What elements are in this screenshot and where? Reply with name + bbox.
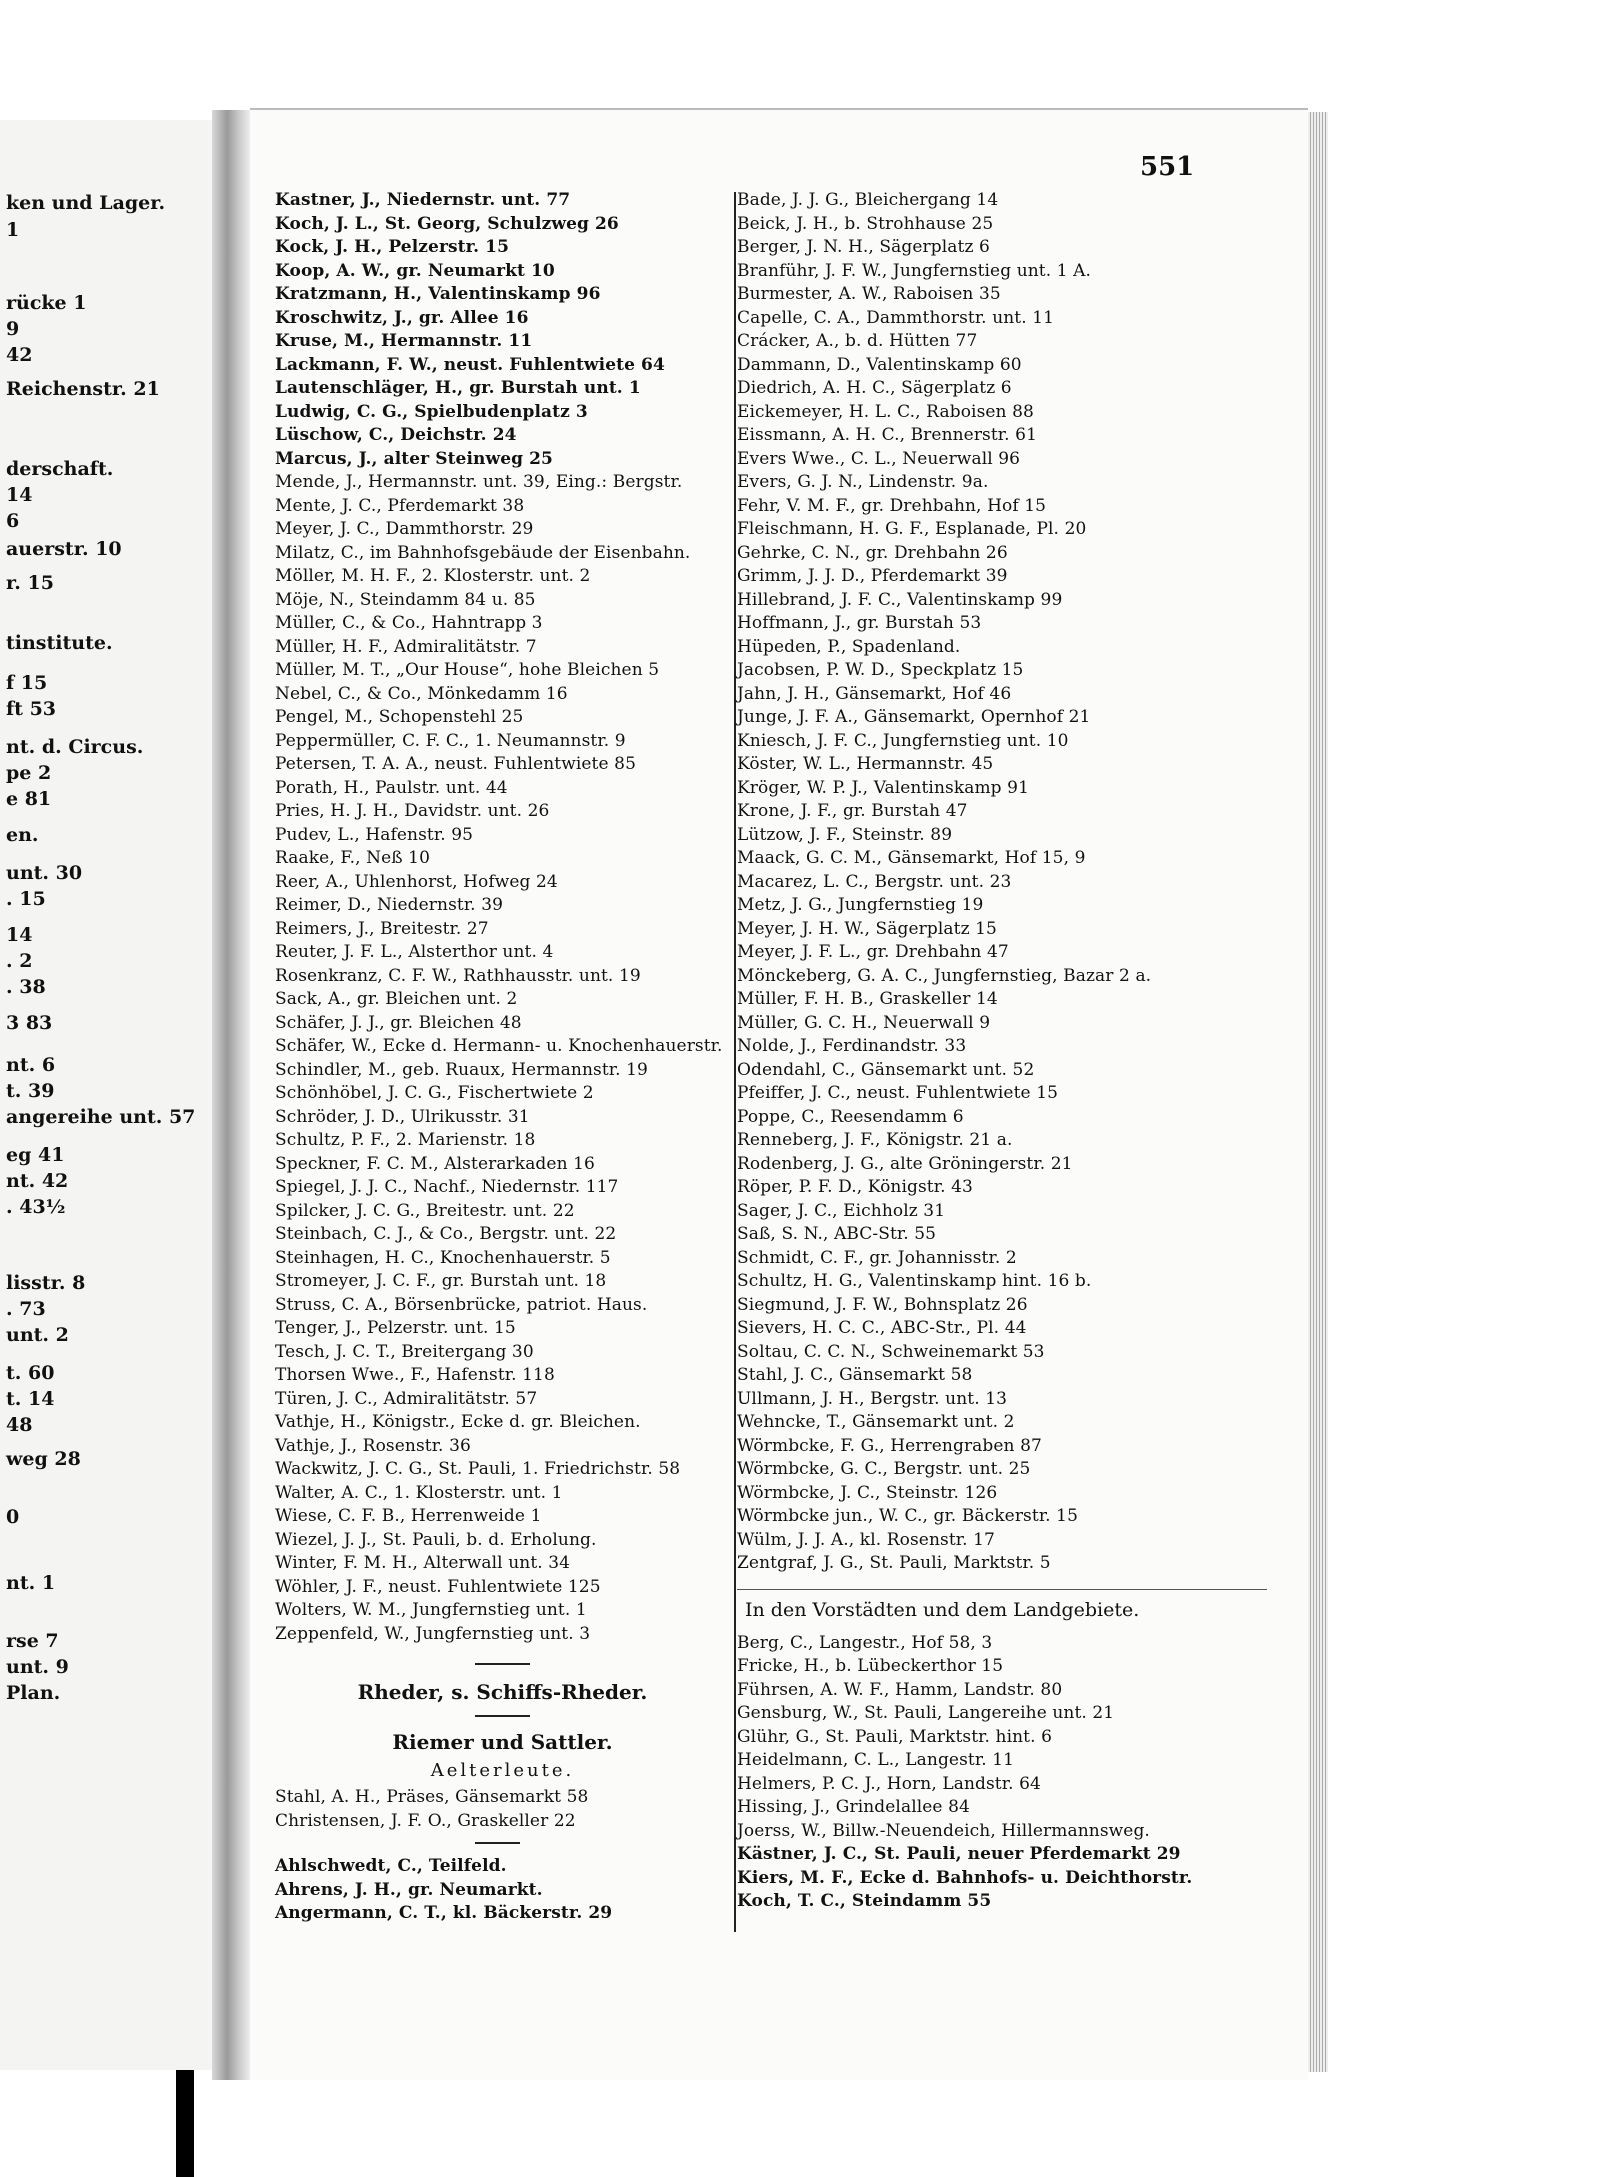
directory-entry: Macarez, L. C., Bergstr. unt. 23 xyxy=(737,871,1012,892)
directory-entry: Wolters, W. M., Jungfernstieg unt. 1 xyxy=(275,1600,587,1620)
directory-entry: Müller, C., & Co., Hahntrapp 3 xyxy=(275,613,543,633)
section-rule xyxy=(475,1842,520,1844)
directory-entry: Hoffmann, J., gr. Burstah 53 xyxy=(737,613,982,633)
directory-entry: Sievers, H. C. C., ABC-Str., Pl. 44 xyxy=(737,1318,1027,1338)
directory-entry: Gensburg, W., St. Pauli, Langereihe unt. 21 xyxy=(737,1703,1115,1723)
directory-entry: Lüschow, C., Deichstr. 24 xyxy=(275,425,517,445)
directory-entry: Crácker, A., b. d. Hütten 77 xyxy=(737,331,978,351)
directory-entry: Reuter, J. F. L., Alsterthor unt. 4 xyxy=(275,942,554,962)
directory-entry: Möje, N., Steindamm 84 u. 85 xyxy=(275,589,536,610)
left-page-fragment-text: Reichenstr. 21 xyxy=(6,378,160,400)
directory-entry: Glühr, G., St. Pauli, Marktstr. hint. 6 xyxy=(737,1726,1053,1747)
left-page-fragment-text: tinstitute. xyxy=(6,632,113,654)
directory-entry: Struss, C. A., Börsenbrücke, patriot. Haus. xyxy=(275,1294,648,1315)
left-page-fragment-text: nt. d. Circus. xyxy=(6,736,144,758)
directory-entry: Bade, J. J. G., Bleichergang 14 xyxy=(737,190,999,210)
left-page-fragment-text: 48 xyxy=(6,1414,33,1436)
directory-entry: Peppermüller, C. F. C., 1. Neumannstr. 9 xyxy=(275,730,626,751)
directory-entry: Meyer, J. C., Dammthorstr. 29 xyxy=(275,519,534,539)
directory-entry: Pudev, L., Hafenstr. 95 xyxy=(275,824,474,845)
directory-entry: Wörmbcke, F. G., Herrengraben 87 xyxy=(737,1435,1042,1456)
left-page-fragment-text: ft 53 xyxy=(6,698,57,720)
directory-entry: Koch, J. L., St. Georg, Schulzweg 26 xyxy=(275,213,619,234)
directory-entry: Wöhler, J. F., neust. Fuhlentwiete 125 xyxy=(275,1576,601,1597)
directory-entry: Schultz, H. G., Valentinskamp hint. 16 b. xyxy=(737,1271,1092,1291)
directory-entry: Pfeiffer, J. C., neust. Fuhlentwiete 15 xyxy=(737,1083,1059,1103)
left-page-fragment-text: . 73 xyxy=(6,1298,46,1320)
left-page-fragment-text: lisstr. 8 xyxy=(6,1272,86,1294)
directory-entry: Maack, G. C. M., Gänsemarkt, Hof 15, 9 xyxy=(737,848,1086,868)
directory-entry: Schäfer, W., Ecke d. Hermann- u. Knochenhauerstr. xyxy=(275,1036,723,1056)
directory-entry: Schultz, P. F., 2. Marienstr. 18 xyxy=(275,1130,536,1150)
directory-entry: Steinbach, C. J., & Co., Bergstr. unt. 22 xyxy=(275,1224,617,1244)
left-page-fragment-text: 3 83 xyxy=(6,1012,53,1034)
directory-entry: Sack, A., gr. Bleichen unt. 2 xyxy=(275,989,518,1009)
directory-entry: Schröder, J. D., Ulrikusstr. 31 xyxy=(275,1106,530,1127)
left-page-fragment-text: . 38 xyxy=(6,976,46,998)
directory-entry: Kiers, M. F., Ecke d. Bahnhofs- u. Deichthorstr. xyxy=(737,1867,1193,1888)
left-page-fragment-text: rse 7 xyxy=(6,1630,59,1652)
left-page-fragment-text: en. xyxy=(6,824,39,846)
directory-entry: Spilcker, J. C. G., Breitestr. unt. 22 xyxy=(275,1200,575,1221)
directory-entry: Wiezel, J. J., St. Pauli, b. d. Erholung. xyxy=(275,1529,597,1550)
directory-entry: Evers, G. J. N., Lindenstr. 9a. xyxy=(737,472,989,492)
left-page-fragment-text: . 2 xyxy=(6,950,33,972)
directory-entry: Odendahl, C., Gänsemarkt unt. 52 xyxy=(737,1059,1035,1080)
left-page-fragment-text: r. 15 xyxy=(6,572,54,594)
directory-entry: Pengel, M., Schopenstehl 25 xyxy=(275,707,524,727)
directory-entry: Stahl, J. C., Gänsemarkt 58 xyxy=(737,1365,973,1385)
directory-entry: Stahl, A. H., Präses, Gänsemarkt 58 xyxy=(275,1787,589,1807)
directory-entry: Petersen, T. A. A., neust. Fuhlentwiete 85 xyxy=(275,754,636,774)
directory-entry: Führsen, A. W. F., Hamm, Landstr. 80 xyxy=(737,1679,1063,1700)
directory-entry: Reimers, J., Breitestr. 27 xyxy=(275,918,489,939)
left-page-fragment-text: t. 14 xyxy=(6,1388,55,1410)
directory-entry: Mente, J. C., Pferdemarkt 38 xyxy=(275,495,525,516)
directory-entry: Fricke, H., b. Lübeckerthor 15 xyxy=(737,1656,1004,1676)
column-divider xyxy=(734,192,736,1932)
left-page-fragment-text: Plan. xyxy=(6,1682,61,1704)
left-page-fragment-text: unt. 2 xyxy=(6,1324,69,1346)
directory-entry: Nebel, C., & Co., Mönkedamm 16 xyxy=(275,683,568,704)
left-page-fragment-text: angereihe unt. 57 xyxy=(6,1106,196,1128)
directory-entry: Steinhagen, H. C., Knochenhauerstr. 5 xyxy=(275,1247,611,1268)
directory-entry: Renneberg, J. F., Königstr. 21 a. xyxy=(737,1130,1013,1150)
directory-entry: Hillebrand, J. F. C., Valentinskamp 99 xyxy=(737,589,1063,610)
directory-entry: Müller, F. H. B., Graskeller 14 xyxy=(737,989,998,1009)
directory-entry: Walter, A. C., 1. Klosterstr. unt. 1 xyxy=(275,1482,563,1503)
directory-entry: Marcus, J., alter Steinweg 25 xyxy=(275,448,553,469)
section-rule xyxy=(475,1715,530,1717)
left-page-fragment-text: 14 xyxy=(6,924,33,946)
directory-entry: Hissing, J., Grindelallee 84 xyxy=(737,1797,970,1817)
directory-entry: Möller, M. H. F., 2. Klosterstr. unt. 2 xyxy=(275,566,591,586)
left-page-fragment-text: t. 60 xyxy=(6,1362,55,1384)
left-page-fragment-text: 9 xyxy=(6,318,20,340)
directory-entry: Lützow, J. F., Steinstr. 89 xyxy=(737,824,953,845)
directory-entry: Eissmann, A. H. C., Brennerstr. 61 xyxy=(737,425,1038,445)
directory-entry: Schönhöbel, J. C. G., Fischertwiete 2 xyxy=(275,1083,594,1103)
directory-entry: Kock, J. H., Pelzerstr. 15 xyxy=(275,237,510,257)
directory-entry: Evers Wwe., C. L., Neuerwall 96 xyxy=(737,448,1021,469)
directory-entry: Capelle, C. A., Dammthorstr. unt. 11 xyxy=(737,307,1055,328)
directory-entry: Koch, T. C., Steindamm 55 xyxy=(737,1891,992,1911)
directory-entry: Wülm, J. J. A., kl. Rosenstr. 17 xyxy=(737,1529,995,1550)
left-page-fragment-text: f 15 xyxy=(6,672,48,694)
directory-entry: Türen, J. C., Admiralitätstr. 57 xyxy=(275,1388,538,1409)
left-page-fragment-text: nt. 42 xyxy=(6,1170,69,1192)
directory-entry: Vathje, J., Rosenstr. 36 xyxy=(275,1435,471,1456)
directory-entry: Pries, H. J. H., Davidstr. unt. 26 xyxy=(275,801,550,821)
directory-entry: Krone, J. F., gr. Burstah 47 xyxy=(737,801,968,821)
directory-entry: Ahrens, J. H., gr. Neumarkt. xyxy=(275,1879,543,1900)
subsection-heading: Aelterleute. xyxy=(430,1760,575,1781)
directory-entry: Reimer, D., Niedernstr. 39 xyxy=(275,895,504,915)
directory-entry: Koop, A. W., gr. Neumarkt 10 xyxy=(275,260,555,281)
left-page-fragment-text: derschaft. xyxy=(6,458,114,480)
directory-entry: Reer, A., Uhlenhorst, Hofweg 24 xyxy=(275,871,558,892)
directory-entry: Metz, J. G., Jungfernstieg 19 xyxy=(737,895,984,915)
directory-entry: Wiese, C. F. B., Herrenweide 1 xyxy=(275,1506,542,1526)
directory-entry: Kroschwitz, J., gr. Allee 16 xyxy=(275,307,529,328)
directory-entry: Helmers, P. C. J., Horn, Landstr. 64 xyxy=(737,1773,1041,1794)
directory-entry: Junge, J. F. A., Gänsemarkt, Opernhof 21 xyxy=(737,707,1091,727)
directory-entry: Diedrich, A. H. C., Sägerplatz 6 xyxy=(737,378,1012,398)
directory-entry: Joerss, W., Billw.-Neuendeich, Hillermannsweg. xyxy=(737,1820,1150,1841)
left-page-fragment xyxy=(0,120,212,2070)
directory-entry: Dammann, D., Valentinskamp 60 xyxy=(737,354,1022,375)
page-edges xyxy=(1308,112,1328,2072)
left-page-fragment-text: e 81 xyxy=(6,788,52,810)
left-page-fragment-text: eg 41 xyxy=(6,1144,65,1166)
directory-entry: Branführ, J. F. W., Jungfernstieg unt. 1 A. xyxy=(737,260,1092,281)
directory-entry: Schindler, M., geb. Ruaux, Hermannstr. 19 xyxy=(275,1059,648,1080)
directory-entry: Wehncke, T., Gänsemarkt unt. 2 xyxy=(737,1412,1015,1432)
directory-entry: Eickemeyer, H. L. C., Raboisen 88 xyxy=(737,401,1034,422)
left-page-fragment-text: ken und Lager. xyxy=(6,192,166,214)
directory-entry: Fleischmann, H. G. F., Esplanade, Pl. 20 xyxy=(737,519,1087,539)
directory-entry: Saß, S. N., ABC-Str. 55 xyxy=(737,1224,937,1244)
directory-entry: Ullmann, J. H., Bergstr. unt. 13 xyxy=(737,1388,1008,1409)
directory-entry: Milatz, C., im Bahnhofsgebäude der Eisenbahn. xyxy=(275,542,691,563)
left-page-fragment-text: 42 xyxy=(6,344,33,366)
left-page-fragment-text: . 43½ xyxy=(6,1196,66,1218)
directory-entry: Rodenberg, J. G., alte Gröningerstr. 21 xyxy=(737,1153,1073,1174)
directory-entry: Stromeyer, J. C. F., gr. Burstah unt. 18 xyxy=(275,1271,607,1291)
directory-entry: Müller, M. T., „Our House“, hohe Bleichen 5 xyxy=(275,660,660,680)
directory-entry: Meyer, J. H. W., Sägerplatz 15 xyxy=(737,918,997,939)
directory-entry: Vathje, H., Königstr., Ecke d. gr. Bleichen. xyxy=(275,1412,641,1432)
left-page-fragment-text: nt. 1 xyxy=(6,1572,56,1594)
directory-entry: Zeppenfeld, W., Jungfernstieg unt. 3 xyxy=(275,1623,591,1644)
directory-entry: Tesch, J. C. T., Breitergang 30 xyxy=(275,1341,534,1362)
directory-entry: Ludwig, C. G., Spielbudenplatz 3 xyxy=(275,401,588,422)
directory-entry: Berg, C., Langestr., Hof 58, 3 xyxy=(737,1632,993,1653)
left-page-fragment-text: auerstr. 10 xyxy=(6,538,122,560)
section-heading: In den Vorstädten und dem Landgebiete. xyxy=(745,1598,1140,1621)
directory-entry: Porath, H., Paulstr. unt. 44 xyxy=(275,777,508,798)
left-page-fragment-text: 6 xyxy=(6,510,20,532)
section-rule xyxy=(737,1589,1267,1590)
directory-entry: Kruse, M., Hermannstr. 11 xyxy=(275,331,533,351)
directory-entry: Fehr, V. M. F., gr. Drehbahn, Hof 15 xyxy=(737,495,1047,516)
directory-entry: Raake, F., Neß 10 xyxy=(275,848,431,868)
directory-entry: Kniesch, J. F. C., Jungfernstieg unt. 10 xyxy=(737,730,1069,751)
directory-entry: Nolde, J., Ferdinandstr. 33 xyxy=(737,1036,967,1056)
directory-entry: Mende, J., Hermannstr. unt. 39, Eing.: Bergstr. xyxy=(275,472,683,492)
directory-entry: Beick, J. H., b. Strohhause 25 xyxy=(737,213,994,234)
left-page-fragment-text: unt. 9 xyxy=(6,1656,69,1678)
left-page-fragment-text: 0 xyxy=(6,1506,20,1528)
directory-entry: Kröger, W. P. J., Valentinskamp 91 xyxy=(737,777,1030,798)
section-heading: Riemer und Sattler. xyxy=(392,1730,613,1754)
directory-entry: Tenger, J., Pelzerstr. unt. 15 xyxy=(275,1318,516,1338)
left-page-fragment-text: pe 2 xyxy=(6,762,52,784)
directory-entry: Lautenschläger, H., gr. Burstah unt. 1 xyxy=(275,378,641,398)
left-page-fragment-text: 1 xyxy=(6,219,20,241)
directory-entry: Mönckeberg, G. A. C., Jungfernstieg, Bazar 2 a. xyxy=(737,965,1152,986)
directory-entry: Angermann, C. T., kl. Bäckerstr. 29 xyxy=(275,1903,613,1923)
left-page-fragment-text: . 15 xyxy=(6,888,46,910)
left-page-fragment-text: rücke 1 xyxy=(6,292,87,314)
directory-entry: Wackwitz, J. C. G., St. Pauli, 1. Friedrichstr. 58 xyxy=(275,1459,681,1479)
directory-entry: Müller, H. F., Admiralitätstr. 7 xyxy=(275,636,537,657)
directory-entry: Gehrke, C. N., gr. Drehbahn 26 xyxy=(737,542,1008,563)
directory-entry: Wörmbcke, J. C., Steinstr. 126 xyxy=(737,1482,998,1503)
directory-entry: Rosenkranz, C. F. W., Rathhausstr. unt. 19 xyxy=(275,965,641,986)
spine-shadow xyxy=(176,2070,194,2177)
directory-entry: Winter, F. M. H., Alterwall unt. 34 xyxy=(275,1553,571,1573)
page-number: 551 xyxy=(1140,152,1195,182)
directory-entry: Schmidt, C. F., gr. Johannisstr. 2 xyxy=(737,1247,1017,1268)
left-page-fragment-text: t. 39 xyxy=(6,1080,55,1102)
directory-entry: Thorsen Wwe., F., Hafenstr. 118 xyxy=(275,1365,555,1385)
directory-entry: Hüpeden, P., Spadenland. xyxy=(737,636,961,657)
directory-entry: Wörmbcke jun., W. C., gr. Bäckerstr. 15 xyxy=(737,1506,1079,1526)
directory-entry: Wörmbcke, G. C., Bergstr. unt. 25 xyxy=(737,1459,1031,1479)
directory-entry: Köster, W. L., Hermannstr. 45 xyxy=(737,754,994,774)
left-page-fragment-text: 14 xyxy=(6,484,33,506)
directory-entry: Zentgraf, J. G., St. Pauli, Marktstr. 5 xyxy=(737,1553,1051,1573)
directory-entry: Soltau, C. C. N., Schweinemarkt 53 xyxy=(737,1341,1045,1362)
left-page-fragment-text: weg 28 xyxy=(6,1448,81,1470)
directory-entry: Kastner, J., Niedernstr. unt. 77 xyxy=(275,190,571,210)
directory-entry: Lackmann, F. W., neust. Fuhlentwiete 64 xyxy=(275,354,665,375)
directory-entry: Siegmund, J. F. W., Bohnsplatz 26 xyxy=(737,1294,1028,1315)
directory-entry: Jacobsen, P. W. D., Speckplatz 15 xyxy=(737,660,1024,680)
directory-entry: Meyer, J. F. L., gr. Drehbahn 47 xyxy=(737,942,1009,962)
directory-entry: Müller, G. C. H., Neuerwall 9 xyxy=(737,1012,991,1033)
directory-entry: Speckner, F. C. M., Alsterarkaden 16 xyxy=(275,1153,595,1174)
directory-entry: Ahlschwedt, C., Teilfeld. xyxy=(275,1856,507,1876)
directory-entry: Schäfer, J. J., gr. Bleichen 48 xyxy=(275,1012,522,1033)
directory-entry: Christensen, J. F. O., Graskeller 22 xyxy=(275,1810,576,1831)
left-page-fragment-text: nt. 6 xyxy=(6,1054,56,1076)
book-gutter xyxy=(212,110,250,2080)
section-heading: Rheder, s. Schiffs-Rheder. xyxy=(357,1680,648,1704)
left-page-fragment-text: unt. 30 xyxy=(6,862,83,884)
directory-entry: Sager, J. C., Eichholz 31 xyxy=(737,1200,946,1221)
directory-entry: Burmester, A. W., Raboisen 35 xyxy=(737,284,1001,304)
directory-entry: Grimm, J. J. D., Pferdemarkt 39 xyxy=(737,566,1008,586)
directory-entry: Kratzmann, H., Valentinskamp 96 xyxy=(275,284,601,304)
directory-entry: Kästner, J. C., St. Pauli, neuer Pferdemarkt 29 xyxy=(737,1844,1181,1864)
section-rule xyxy=(475,1663,530,1665)
directory-entry: Poppe, C., Reesendamm 6 xyxy=(737,1106,964,1127)
directory-entry: Spiegel, J. J. C., Nachf., Niedernstr. 117 xyxy=(275,1177,619,1197)
directory-entry: Jahn, J. H., Gänsemarkt, Hof 46 xyxy=(737,683,1012,704)
directory-entry: Berger, J. N. H., Sägerplatz 6 xyxy=(737,237,990,257)
directory-entry: Röper, P. F. D., Königstr. 43 xyxy=(737,1177,973,1197)
directory-entry: Heidelmann, C. L., Langestr. 11 xyxy=(737,1750,1015,1770)
